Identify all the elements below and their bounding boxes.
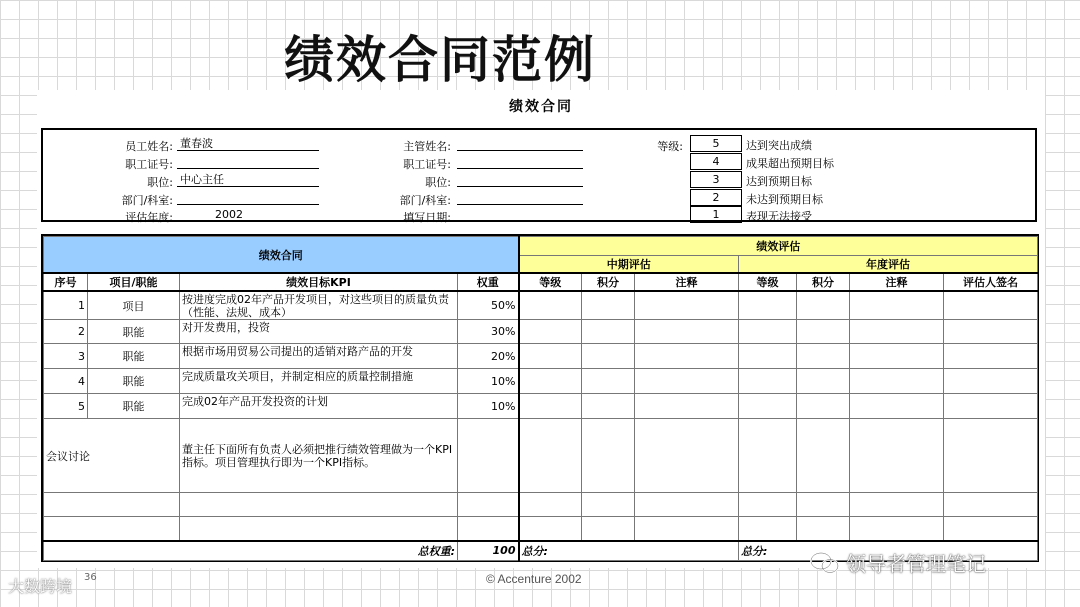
row-kpi: 对开发费用，投资 [180, 320, 458, 344]
supervisor-id-field [457, 155, 583, 169]
row-item: 项目 [88, 291, 180, 320]
row-item: 职能 [88, 344, 180, 369]
col-item: 项目/职能 [88, 273, 180, 291]
fill-date-label: 填写日期: [403, 211, 451, 224]
col-mid-note: 注释 [635, 273, 739, 291]
grade-label: 等级: [657, 140, 683, 153]
supervisor-dept-field [457, 191, 583, 205]
page-number: 36 [84, 572, 97, 583]
employee-id-label: 职工证号: [125, 158, 173, 171]
row-weight: 20% [458, 344, 519, 369]
watermark-left: 大数跨境 [8, 577, 73, 596]
col-weight: 权重 [458, 273, 519, 291]
col-annual-note: 注释 [850, 273, 944, 291]
supervisor-position-field [457, 173, 583, 187]
row-seq: 1 [44, 291, 88, 320]
total-weight-value: 100 [458, 541, 519, 561]
col-signature: 评估人签名 [944, 273, 1038, 291]
table-row [44, 320, 1038, 344]
fill-date-field [457, 208, 583, 222]
mid-total-score-label: 总分: [519, 541, 739, 561]
row-kpi: 完成质量攻关项目，并制定相应的质量控制措施 [180, 369, 458, 394]
table-row [44, 291, 1038, 320]
grade-number: 3 [690, 171, 742, 188]
supervisor-dept-label: 部门/科室: [399, 194, 451, 207]
meeting-label: 会议讨论 [44, 419, 180, 493]
contract-header: 绩效合同 [44, 237, 519, 274]
eval-year-label: 评估年度: [125, 211, 173, 224]
contract-document [37, 90, 1045, 568]
kpi-table-wrapper [41, 234, 1039, 562]
row-seq: 2 [44, 320, 88, 344]
table-row [44, 369, 1038, 394]
meeting-text: 董主任下面所有负责人必须把推行绩效管理做为一个KPI指标。项目管理执行即为一个KPI指标。 [180, 419, 458, 493]
kpi-table [43, 236, 1038, 561]
annual-total-score-label: 总分: [739, 541, 1038, 561]
wechat-icon [810, 552, 840, 574]
grade-description: 未达到预期目标 [746, 193, 823, 206]
col-annual-grade: 等级 [739, 273, 797, 291]
dept-field [177, 191, 319, 205]
row-weight: 50% [458, 291, 519, 320]
supervisor-name-label: 主管姓名: [403, 140, 451, 153]
row-weight: 10% [458, 394, 519, 419]
grade-number: 1 [690, 206, 742, 223]
row-kpi: 根据市场用贸易公司提出的适销对路产品的开发 [180, 344, 458, 369]
row-seq: 3 [44, 344, 88, 369]
employee-name-field: 董春波 [177, 137, 319, 151]
total-weight-label: 总权重: [44, 541, 458, 561]
row-seq: 4 [44, 369, 88, 394]
supervisor-position-label: 职位: [425, 176, 451, 189]
eval-header: 绩效评估 [519, 237, 1038, 256]
slide-title: 绩效合同范例 [284, 31, 596, 89]
supervisor-name-field [457, 137, 583, 151]
dept-label: 部门/科室: [121, 194, 173, 207]
annual-eval-header: 年度评估 [739, 256, 1038, 274]
row-weight: 30% [458, 320, 519, 344]
copyright: © Accenture 2002 [486, 572, 582, 586]
col-mid-grade: 等级 [519, 273, 582, 291]
table-row [44, 394, 1038, 419]
employee-id-field [177, 155, 319, 169]
watermark-right-text: 领导者管理笔记 [846, 552, 986, 576]
mid-eval-header: 中期评估 [519, 256, 739, 274]
row-kpi: 按进度完成02年产品开发项目，对这些项目的质量负责（性能、法规、成本） [180, 291, 458, 320]
table-row [44, 344, 1038, 369]
col-kpi: 绩效目标KPI [180, 273, 458, 291]
watermark-right [810, 548, 986, 577]
col-annual-score: 积分 [797, 273, 850, 291]
employee-name-label: 员工姓名: [125, 140, 173, 153]
row-item: 职能 [88, 320, 180, 344]
grade-description: 达到突出成绩 [746, 139, 812, 152]
row-item: 职能 [88, 369, 180, 394]
row-kpi: 完成02年产品开发投资的计划 [180, 394, 458, 419]
doc-title: 绩效合同 [509, 99, 573, 115]
grade-number: 4 [690, 153, 742, 170]
supervisor-id-label: 职工证号: [403, 158, 451, 171]
col-seq: 序号 [44, 273, 88, 291]
grade-number: 2 [690, 189, 742, 206]
grade-description: 成果超出预期目标 [746, 157, 834, 170]
eval-year-field: 2002 [177, 208, 319, 222]
meeting-row [44, 419, 1038, 493]
row-seq: 5 [44, 394, 88, 419]
position-field: 中心主任 [177, 173, 319, 187]
grade-number: 5 [690, 135, 742, 152]
grade-description: 达到预期目标 [746, 175, 812, 188]
row-item: 职能 [88, 394, 180, 419]
grade-description: 表现无法接受 [746, 210, 812, 223]
row-weight: 10% [458, 369, 519, 394]
info-section [41, 128, 1037, 222]
position-label: 职位: [147, 176, 173, 189]
col-mid-score: 积分 [582, 273, 635, 291]
